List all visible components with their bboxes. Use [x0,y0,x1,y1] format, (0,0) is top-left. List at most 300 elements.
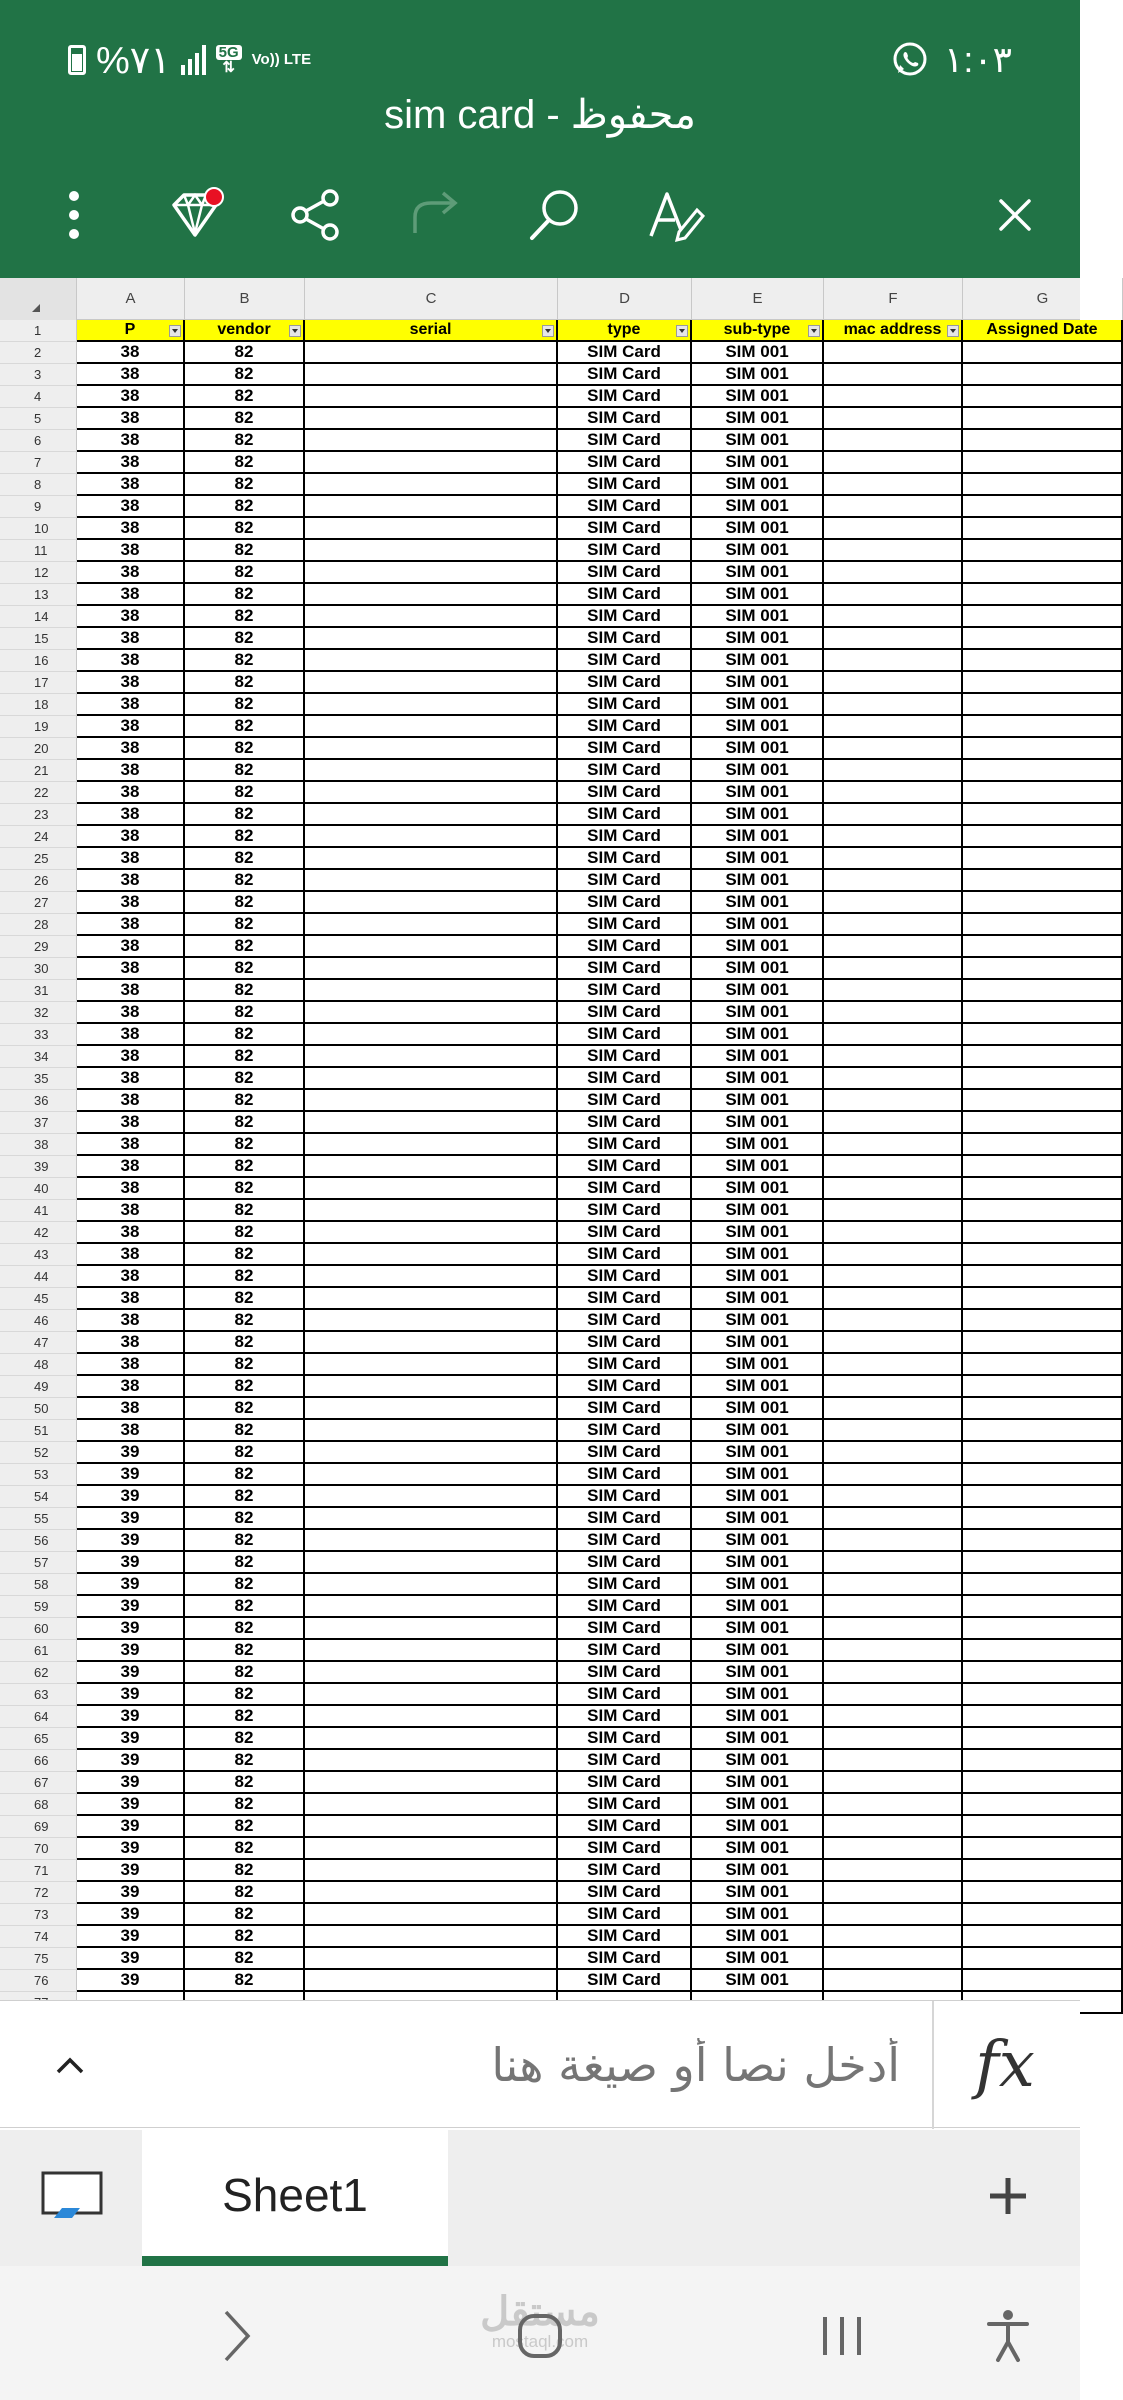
cell-p[interactable]: 39 [77,1464,185,1486]
cell-mac-address[interactable] [824,958,963,980]
cell-type[interactable]: SIM Card [558,1530,692,1552]
cell-sub-type[interactable]: SIM 001 [692,1486,824,1508]
formula-input[interactable] [130,2001,920,2129]
cell-sub-type[interactable]: SIM 001 [692,1090,824,1112]
cell-type[interactable]: SIM Card [558,1442,692,1464]
cell-assigned-date[interactable] [963,1508,1123,1530]
row-number[interactable]: 21 [0,760,77,782]
row-number[interactable]: 72 [0,1882,77,1904]
cell-assigned-date[interactable] [963,826,1123,848]
cell-serial[interactable] [305,1442,558,1464]
cell-sub-type[interactable]: SIM 001 [692,1640,824,1662]
cell-mac-address[interactable] [824,870,963,892]
nav-home-button[interactable] [500,2296,580,2376]
cell-mac-address[interactable] [824,848,963,870]
cell-vendor[interactable]: 82 [185,1970,305,1992]
row-number[interactable]: 4 [0,386,77,408]
cell-mac-address[interactable] [824,1200,963,1222]
cell-mac-address[interactable] [824,1772,963,1794]
cell-sub-type[interactable]: SIM 001 [692,386,824,408]
cell-sub-type[interactable]: SIM 001 [692,1332,824,1354]
cell-serial[interactable] [305,1706,558,1728]
row-number[interactable]: 33 [0,1024,77,1046]
cell-type[interactable]: SIM Card [558,584,692,606]
cell-vendor[interactable]: 82 [185,1464,305,1486]
row-number[interactable]: 41 [0,1200,77,1222]
cell-serial[interactable] [305,562,558,584]
cell-sub-type[interactable]: SIM 001 [692,1310,824,1332]
cell-sub-type[interactable]: SIM 001 [692,364,824,386]
cell-sub-type[interactable]: SIM 001 [692,1728,824,1750]
cell-serial[interactable] [305,782,558,804]
cell-assigned-date[interactable] [963,1640,1123,1662]
cell-type[interactable]: SIM Card [558,430,692,452]
cell-p[interactable]: 39 [77,1640,185,1662]
cell-assigned-date[interactable] [963,958,1123,980]
cell-p[interactable]: 39 [77,1882,185,1904]
cell-type[interactable]: SIM Card [558,650,692,672]
cell-sub-type[interactable]: SIM 001 [692,1354,824,1376]
cell-mac-address[interactable] [824,430,963,452]
cell-p[interactable]: 39 [77,1794,185,1816]
cell-mac-address[interactable] [824,1310,963,1332]
redo-button[interactable] [400,170,470,260]
row-number[interactable]: 38 [0,1134,77,1156]
cell-mac-address[interactable] [824,1420,963,1442]
cell-assigned-date[interactable] [963,1200,1123,1222]
cell-mac-address[interactable] [824,1728,963,1750]
cell-serial[interactable] [305,1090,558,1112]
cell-p[interactable]: 39 [77,1926,185,1948]
cell-serial[interactable] [305,1266,558,1288]
cell-p[interactable]: 38 [77,1266,185,1288]
cell-assigned-date[interactable] [963,1178,1123,1200]
cell-type[interactable]: SIM Card [558,518,692,540]
row-number[interactable]: 49 [0,1376,77,1398]
cell-serial[interactable] [305,1288,558,1310]
cell-serial[interactable] [305,1464,558,1486]
insert-function-button[interactable]: fx [975,2028,1035,2102]
cell-serial[interactable] [305,584,558,606]
cell-sub-type[interactable]: SIM 001 [692,716,824,738]
cell-vendor[interactable]: 82 [185,496,305,518]
cell-vendor[interactable]: 82 [185,1750,305,1772]
cell-type[interactable]: SIM Card [558,1288,692,1310]
cell-vendor[interactable]: 82 [185,1640,305,1662]
cell-type[interactable]: SIM Card [558,1860,692,1882]
cell-serial[interactable] [305,628,558,650]
row-number[interactable]: 2 [0,342,77,364]
cell-vendor[interactable]: 82 [185,430,305,452]
cell-type[interactable]: SIM Card [558,408,692,430]
cell-assigned-date[interactable] [963,980,1123,1002]
cell-vendor[interactable]: 82 [185,716,305,738]
cell-sub-type[interactable]: SIM 001 [692,958,824,980]
cell-type[interactable]: SIM Card [558,1816,692,1838]
cell-vendor[interactable]: 82 [185,958,305,980]
row-number[interactable]: 46 [0,1310,77,1332]
header-cell-p[interactable] [77,320,185,342]
cell-assigned-date[interactable] [963,1420,1123,1442]
header-cell-type[interactable] [558,320,692,342]
cell-vendor[interactable]: 82 [185,1684,305,1706]
cell-sub-type[interactable]: SIM 001 [692,628,824,650]
column-header-e[interactable]: E [692,278,824,320]
cell-p[interactable]: 39 [77,1574,185,1596]
row-number[interactable]: 22 [0,782,77,804]
cell-vendor[interactable]: 82 [185,1354,305,1376]
cell-serial[interactable] [305,1926,558,1948]
cell-assigned-date[interactable] [963,1222,1123,1244]
cell-sub-type[interactable]: SIM 001 [692,1244,824,1266]
row-number[interactable]: 3 [0,364,77,386]
cell-sub-type[interactable]: SIM 001 [692,1794,824,1816]
cell-p[interactable]: 39 [77,1486,185,1508]
cell-sub-type[interactable]: SIM 001 [692,1156,824,1178]
cell-p[interactable]: 39 [77,1772,185,1794]
cell-type[interactable]: SIM Card [558,980,692,1002]
cell-assigned-date[interactable] [963,672,1123,694]
cell-p[interactable]: 38 [77,452,185,474]
row-number[interactable]: 8 [0,474,77,496]
search-button[interactable] [520,170,590,260]
cell-mac-address[interactable] [824,1816,963,1838]
row-number[interactable]: 19 [0,716,77,738]
cell-assigned-date[interactable] [963,1530,1123,1552]
cell-vendor[interactable]: 82 [185,1838,305,1860]
cell-type[interactable]: SIM Card [558,1090,692,1112]
cell-vendor[interactable]: 82 [185,1596,305,1618]
cell-mac-address[interactable] [824,1706,963,1728]
cell-serial[interactable] [305,540,558,562]
row-number[interactable]: 10 [0,518,77,540]
cell-p[interactable]: 38 [77,936,185,958]
cell-vendor[interactable]: 82 [185,1882,305,1904]
cell-serial[interactable] [305,1134,558,1156]
cell-serial[interactable] [305,804,558,826]
cell-mac-address[interactable] [824,1838,963,1860]
cell-assigned-date[interactable] [963,1706,1123,1728]
cell-vendor[interactable]: 82 [185,1618,305,1640]
cell-p[interactable]: 39 [77,1508,185,1530]
cell-mac-address[interactable] [824,496,963,518]
cell-p[interactable]: 38 [77,518,185,540]
cell-type[interactable]: SIM Card [558,848,692,870]
cell-vendor[interactable]: 82 [185,1024,305,1046]
cell-p[interactable]: 38 [77,1332,185,1354]
cell-serial[interactable] [305,386,558,408]
row-number[interactable]: 34 [0,1046,77,1068]
cell-assigned-date[interactable] [963,408,1123,430]
cell-assigned-date[interactable] [963,1112,1123,1134]
row-number[interactable]: 39 [0,1156,77,1178]
cell-mac-address[interactable] [824,452,963,474]
nav-back-button[interactable] [196,2296,276,2376]
row-number[interactable]: 44 [0,1266,77,1288]
cell-mac-address[interactable] [824,1398,963,1420]
cell-sub-type[interactable]: SIM 001 [692,870,824,892]
cell-p[interactable]: 38 [77,782,185,804]
cell-type[interactable]: SIM Card [558,804,692,826]
cell-assigned-date[interactable] [963,1684,1123,1706]
cell-serial[interactable] [305,430,558,452]
column-header-d[interactable]: D [558,278,692,320]
cell-serial[interactable] [305,1244,558,1266]
cell-assigned-date[interactable] [963,1068,1123,1090]
cell-assigned-date[interactable] [963,1134,1123,1156]
cell-sub-type[interactable]: SIM 001 [692,1046,824,1068]
filter-dropdown-icon[interactable] [289,325,301,337]
cell-p[interactable]: 38 [77,716,185,738]
cell-type[interactable]: SIM Card [558,1904,692,1926]
cell-sub-type[interactable]: SIM 001 [692,1530,824,1552]
cell-type[interactable]: SIM Card [558,1926,692,1948]
cell-serial[interactable] [305,870,558,892]
cell-mac-address[interactable] [824,1464,963,1486]
cell-p[interactable]: 38 [77,870,185,892]
cell-mac-address[interactable] [824,1486,963,1508]
cell-vendor[interactable]: 82 [185,1398,305,1420]
cell-serial[interactable] [305,1552,558,1574]
cell-serial[interactable] [305,1508,558,1530]
cell-sub-type[interactable]: SIM 001 [692,1024,824,1046]
cell-assigned-date[interactable] [963,342,1123,364]
cell-p[interactable]: 38 [77,1310,185,1332]
row-number[interactable]: 15 [0,628,77,650]
cell-type[interactable]: SIM Card [558,1464,692,1486]
cell-vendor[interactable]: 82 [185,1178,305,1200]
cell-mac-address[interactable] [824,1332,963,1354]
cell-p[interactable]: 38 [77,1090,185,1112]
cell-p[interactable]: 38 [77,496,185,518]
cell-sub-type[interactable]: SIM 001 [692,562,824,584]
cell-type[interactable]: SIM Card [558,1574,692,1596]
spreadsheet-grid[interactable] [0,278,1098,2000]
cell-serial[interactable] [305,694,558,716]
cell-serial[interactable] [305,408,558,430]
cell-serial[interactable] [305,1068,558,1090]
cell-sub-type[interactable]: SIM 001 [692,760,824,782]
cell-p[interactable]: 38 [77,474,185,496]
row-number[interactable]: 9 [0,496,77,518]
cell-mac-address[interactable] [824,1508,963,1530]
cell-vendor[interactable]: 82 [185,848,305,870]
cell-sub-type[interactable]: SIM 001 [692,1662,824,1684]
cell-p[interactable]: 38 [77,694,185,716]
cell-vendor[interactable]: 82 [185,1002,305,1024]
cell-vendor[interactable]: 82 [185,1310,305,1332]
cell-p[interactable]: 38 [77,1046,185,1068]
cell-sub-type[interactable]: SIM 001 [692,1882,824,1904]
cell-serial[interactable] [305,1750,558,1772]
cell-assigned-date[interactable] [963,914,1123,936]
cell-vendor[interactable]: 82 [185,870,305,892]
filter-dropdown-icon[interactable] [169,325,181,337]
cell-mac-address[interactable] [824,386,963,408]
cell-serial[interactable] [305,716,558,738]
cell-vendor[interactable]: 82 [185,1090,305,1112]
cell-vendor[interactable]: 82 [185,1530,305,1552]
cell-assigned-date[interactable] [963,1156,1123,1178]
cell-type[interactable]: SIM Card [558,1068,692,1090]
row-number[interactable]: 71 [0,1860,77,1882]
add-sheet-button[interactable] [976,2164,1040,2228]
cell-serial[interactable] [305,364,558,386]
cell-serial[interactable] [305,1024,558,1046]
row-number[interactable]: 5 [0,408,77,430]
cell-p[interactable]: 38 [77,1398,185,1420]
cell-vendor[interactable]: 82 [185,914,305,936]
row-number[interactable]: 58 [0,1574,77,1596]
cell-assigned-date[interactable] [963,782,1123,804]
cell-mac-address[interactable] [824,606,963,628]
cell-assigned-date[interactable] [963,1970,1123,1992]
cell-vendor[interactable]: 82 [185,694,305,716]
cell-vendor[interactable]: 82 [185,1486,305,1508]
cell-assigned-date[interactable] [963,1310,1123,1332]
cell-assigned-date[interactable] [963,1090,1123,1112]
cell-vendor[interactable]: 82 [185,1508,305,1530]
cell-assigned-date[interactable] [963,628,1123,650]
cell-vendor[interactable]: 82 [185,1376,305,1398]
cell-p[interactable]: 38 [77,848,185,870]
column-header-g[interactable]: G [963,278,1123,320]
cell-vendor[interactable]: 82 [185,1420,305,1442]
cell-vendor[interactable]: 82 [185,562,305,584]
cell-vendor[interactable]: 82 [185,1926,305,1948]
cell-sub-type[interactable]: SIM 001 [692,1222,824,1244]
row-number[interactable]: 62 [0,1662,77,1684]
cell-serial[interactable] [305,848,558,870]
cell-assigned-date[interactable] [963,650,1123,672]
cell-type[interactable]: SIM Card [558,1662,692,1684]
cell-p[interactable]: 39 [77,1904,185,1926]
cell-sub-type[interactable]: SIM 001 [692,1002,824,1024]
cell-sub-type[interactable]: SIM 001 [692,914,824,936]
premium-button[interactable] [160,170,230,260]
cell-vendor[interactable]: 82 [185,1860,305,1882]
cell-serial[interactable] [305,1354,558,1376]
row-number[interactable]: 1 [0,320,77,342]
cell-mac-address[interactable] [824,342,963,364]
cell-sub-type[interactable]: SIM 001 [692,848,824,870]
cell-sub-type[interactable]: SIM 001 [692,936,824,958]
cell-mac-address[interactable] [824,1046,963,1068]
cell-serial[interactable] [305,1156,558,1178]
cell-serial[interactable] [305,936,558,958]
column-header-c[interactable]: C [305,278,558,320]
cell-mac-address[interactable] [824,1442,963,1464]
cell-mac-address[interactable] [824,562,963,584]
cell-p[interactable]: 38 [77,826,185,848]
cell-serial[interactable] [305,1794,558,1816]
cell-sub-type[interactable]: SIM 001 [692,804,824,826]
row-number[interactable]: 76 [0,1970,77,1992]
cell-sub-type[interactable]: SIM 001 [692,980,824,1002]
cell-assigned-date[interactable] [963,1860,1123,1882]
cell-assigned-date[interactable] [963,1376,1123,1398]
cell-assigned-date[interactable] [963,1464,1123,1486]
cell-type[interactable]: SIM Card [558,1112,692,1134]
cell-p[interactable]: 38 [77,958,185,980]
row-number[interactable]: 31 [0,980,77,1002]
cell-p[interactable]: 38 [77,1178,185,1200]
cell-type[interactable]: SIM Card [558,1596,692,1618]
cell-assigned-date[interactable] [963,452,1123,474]
cell-type[interactable]: SIM Card [558,716,692,738]
cell-type[interactable]: SIM Card [558,1684,692,1706]
row-number[interactable]: 65 [0,1728,77,1750]
cell-assigned-date[interactable] [963,738,1123,760]
accessibility-button[interactable] [968,2296,1048,2376]
cell-mac-address[interactable] [824,672,963,694]
cell-assigned-date[interactable] [963,892,1123,914]
row-number[interactable]: 50 [0,1398,77,1420]
cell-type[interactable]: SIM Card [558,1376,692,1398]
cell-p[interactable]: 39 [77,1750,185,1772]
cell-assigned-date[interactable] [963,1838,1123,1860]
cell-vendor[interactable]: 82 [185,892,305,914]
cell-vendor[interactable]: 82 [185,1728,305,1750]
cell-vendor[interactable]: 82 [185,804,305,826]
header-cell-mac-address[interactable] [824,320,963,342]
cell-p[interactable]: 38 [77,738,185,760]
row-number[interactable]: 35 [0,1068,77,1090]
cell-assigned-date[interactable] [963,1398,1123,1420]
cell-serial[interactable] [305,1838,558,1860]
row-number[interactable]: 37 [0,1112,77,1134]
cell-vendor[interactable]: 82 [185,1552,305,1574]
cell-sub-type[interactable]: SIM 001 [692,1926,824,1948]
cell-assigned-date[interactable] [963,1816,1123,1838]
cell-vendor[interactable]: 82 [185,760,305,782]
cell-serial[interactable] [305,1772,558,1794]
cell-vendor[interactable]: 82 [185,1816,305,1838]
cell-mac-address[interactable] [824,1596,963,1618]
cell-serial[interactable] [305,914,558,936]
cell-type[interactable]: SIM Card [558,496,692,518]
cell-assigned-date[interactable] [963,1574,1123,1596]
cell-vendor[interactable]: 82 [185,1068,305,1090]
cell-mac-address[interactable] [824,1090,963,1112]
row-number[interactable]: 54 [0,1486,77,1508]
cell-mac-address[interactable] [824,1948,963,1970]
row-number[interactable]: 60 [0,1618,77,1640]
cell-sub-type[interactable]: SIM 001 [692,474,824,496]
cell-serial[interactable] [305,826,558,848]
cell-sub-type[interactable]: SIM 001 [692,1266,824,1288]
cell-mac-address[interactable] [824,782,963,804]
cell-type[interactable]: SIM Card [558,1310,692,1332]
select-all-corner[interactable] [0,278,77,320]
cell-assigned-date[interactable] [963,1552,1123,1574]
cell-mac-address[interactable] [824,1068,963,1090]
cell-vendor[interactable]: 82 [185,584,305,606]
cell-sub-type[interactable]: SIM 001 [692,584,824,606]
cell-assigned-date[interactable] [963,1244,1123,1266]
cell-serial[interactable] [305,452,558,474]
row-number[interactable]: 17 [0,672,77,694]
cell-assigned-date[interactable] [963,386,1123,408]
cell-serial[interactable] [305,1420,558,1442]
cell-p[interactable]: 38 [77,804,185,826]
cell-serial[interactable] [305,650,558,672]
row-number[interactable]: 45 [0,1288,77,1310]
row-number[interactable]: 51 [0,1420,77,1442]
row-number[interactable]: 26 [0,870,77,892]
row-number[interactable]: 20 [0,738,77,760]
cell-mac-address[interactable] [824,1684,963,1706]
